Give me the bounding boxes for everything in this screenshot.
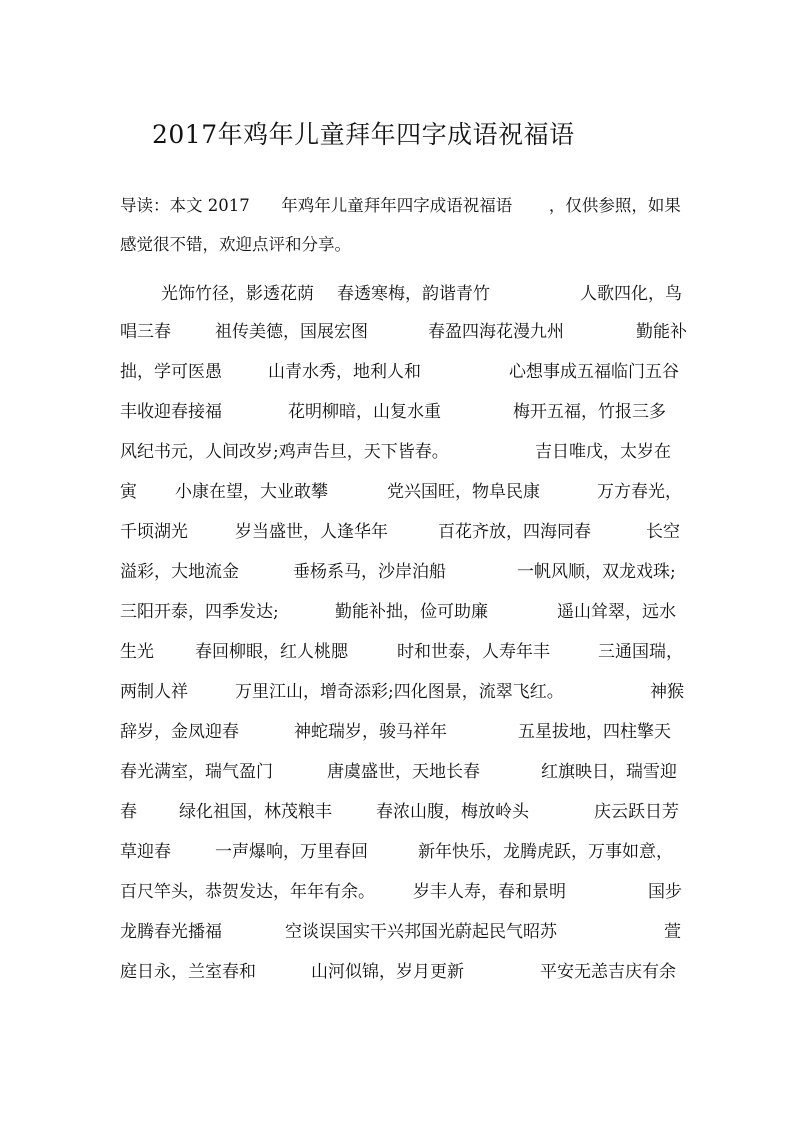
body-segment: 春: [120, 802, 137, 822]
body-segment: 春光满室，瑞气盈门: [120, 762, 273, 782]
body-segment: 春盈四海花漫九州: [428, 322, 564, 342]
body-segment: 草迎春: [120, 842, 171, 862]
body-segment: 祖传美德，国展宏图: [215, 322, 368, 342]
body-segment: 空谈误国实干兴邦国光蔚起民气昭苏: [285, 922, 557, 942]
body-segment: 长空: [646, 522, 680, 542]
body-segment: 山河似锦，岁月更新: [311, 962, 464, 982]
body-segment: 岁丰人寿，春和景明: [413, 882, 566, 902]
body-segment: 一声爆响，万里春回: [215, 842, 368, 862]
body-segment: 时和世泰，人寿年丰: [397, 642, 550, 662]
body-segment: 神猴: [650, 682, 684, 702]
body-segment: 新年快乐，龙腾虎跃，万事如意，: [418, 842, 673, 862]
body-segment: 党兴国旺，物阜民康: [387, 482, 540, 502]
body-segment: 花明柳暗，山复水重: [288, 402, 441, 422]
body-segment: 垂杨系马，沙岸泊船: [293, 562, 446, 582]
body-segment: 百花齐放，四海同春: [438, 522, 591, 542]
body-segment: 龙腾春光播福: [120, 922, 222, 942]
body-segment: 小康在望，大业敢攀: [175, 482, 328, 502]
body-segment: 一帆风顺，双龙戏珠;: [517, 562, 676, 582]
body-segment: 红旗映日，瑞雪迎: [541, 762, 677, 782]
body-segment: 遥山耸翠，远水: [557, 602, 676, 622]
body-segment: 溢彩，大地流金: [120, 562, 239, 582]
body-segment: 生光: [120, 642, 154, 662]
body-segment: 勤能补拙，俭可助廉: [335, 602, 488, 622]
body-segment: 春浓山腹，梅放岭头: [376, 802, 529, 822]
body-segment: 国步: [648, 882, 682, 902]
body-segment: 光饰竹径，影透花荫: [161, 284, 314, 304]
intro-line-1: 导读：本文 2017 年鸡年儿童拜年四字成语祝福语 ，仅供参照，如果: [120, 196, 681, 215]
body-segment: 三阳开泰，四季发达;: [120, 602, 279, 622]
body-segment: 吉日唯戊，太岁在: [535, 442, 671, 462]
body-segment: 百尺竿头，恭贺发达，年年有余。: [120, 882, 375, 902]
body-segment: 丰收迎春接福: [120, 402, 222, 422]
body-segment: 岁当盛世，人逢华年: [235, 522, 388, 542]
body-segment: 风纪书元，人间改岁;鸡声告旦，天下皆春。: [120, 442, 449, 462]
body-segment: 辞岁，金凤迎春: [120, 722, 239, 742]
body-segment: 拙，学可医愚: [120, 362, 222, 382]
body-segment: 两制人祥: [120, 682, 188, 702]
body-segment: 寅: [120, 482, 137, 502]
document-title: 2017年鸡年儿童拜年四字成语祝福语: [152, 120, 575, 149]
body-segment: 庭日永，兰室春和: [120, 962, 256, 982]
body-segment: 心想事成五福临门五谷: [509, 362, 679, 382]
body-segment: 神蛇瑞岁，骏马祥年: [294, 722, 447, 742]
body-segment: 千顷湖光: [120, 522, 188, 542]
body-segment: 唱三春: [120, 322, 171, 342]
body-segment: 万方春光，: [597, 482, 682, 502]
body-segment: 勤能补: [636, 322, 687, 342]
body-segment: 庆云跃日芳: [594, 802, 679, 822]
body-segment: 春透寒梅，韵谐青竹: [337, 284, 490, 304]
body-segment: 唐虞盛世，天地长春: [327, 762, 480, 782]
body-segment: 万里江山，增奇添彩;四化图景，流翠飞红。: [235, 682, 564, 702]
body-segment: 三通国瑞，: [598, 642, 683, 662]
intro-line-2: 感觉很不错，欢迎点评和分享。: [120, 235, 351, 254]
body-segment: 平安无恙吉庆有余: [540, 962, 676, 982]
body-segment: 梅开五福，竹报三多: [513, 402, 666, 422]
body-segment: 山青水秀，地利人和: [268, 362, 421, 382]
body-segment: 萱: [664, 922, 681, 942]
body-segment: 人歌四化，鸟: [580, 284, 682, 304]
body-segment: 春回柳眼，红人桃腮: [195, 642, 348, 662]
body-segment: 五星拔地，四柱擎天: [518, 722, 671, 742]
body-segment: 绿化祖国，林茂粮丰: [179, 802, 332, 822]
